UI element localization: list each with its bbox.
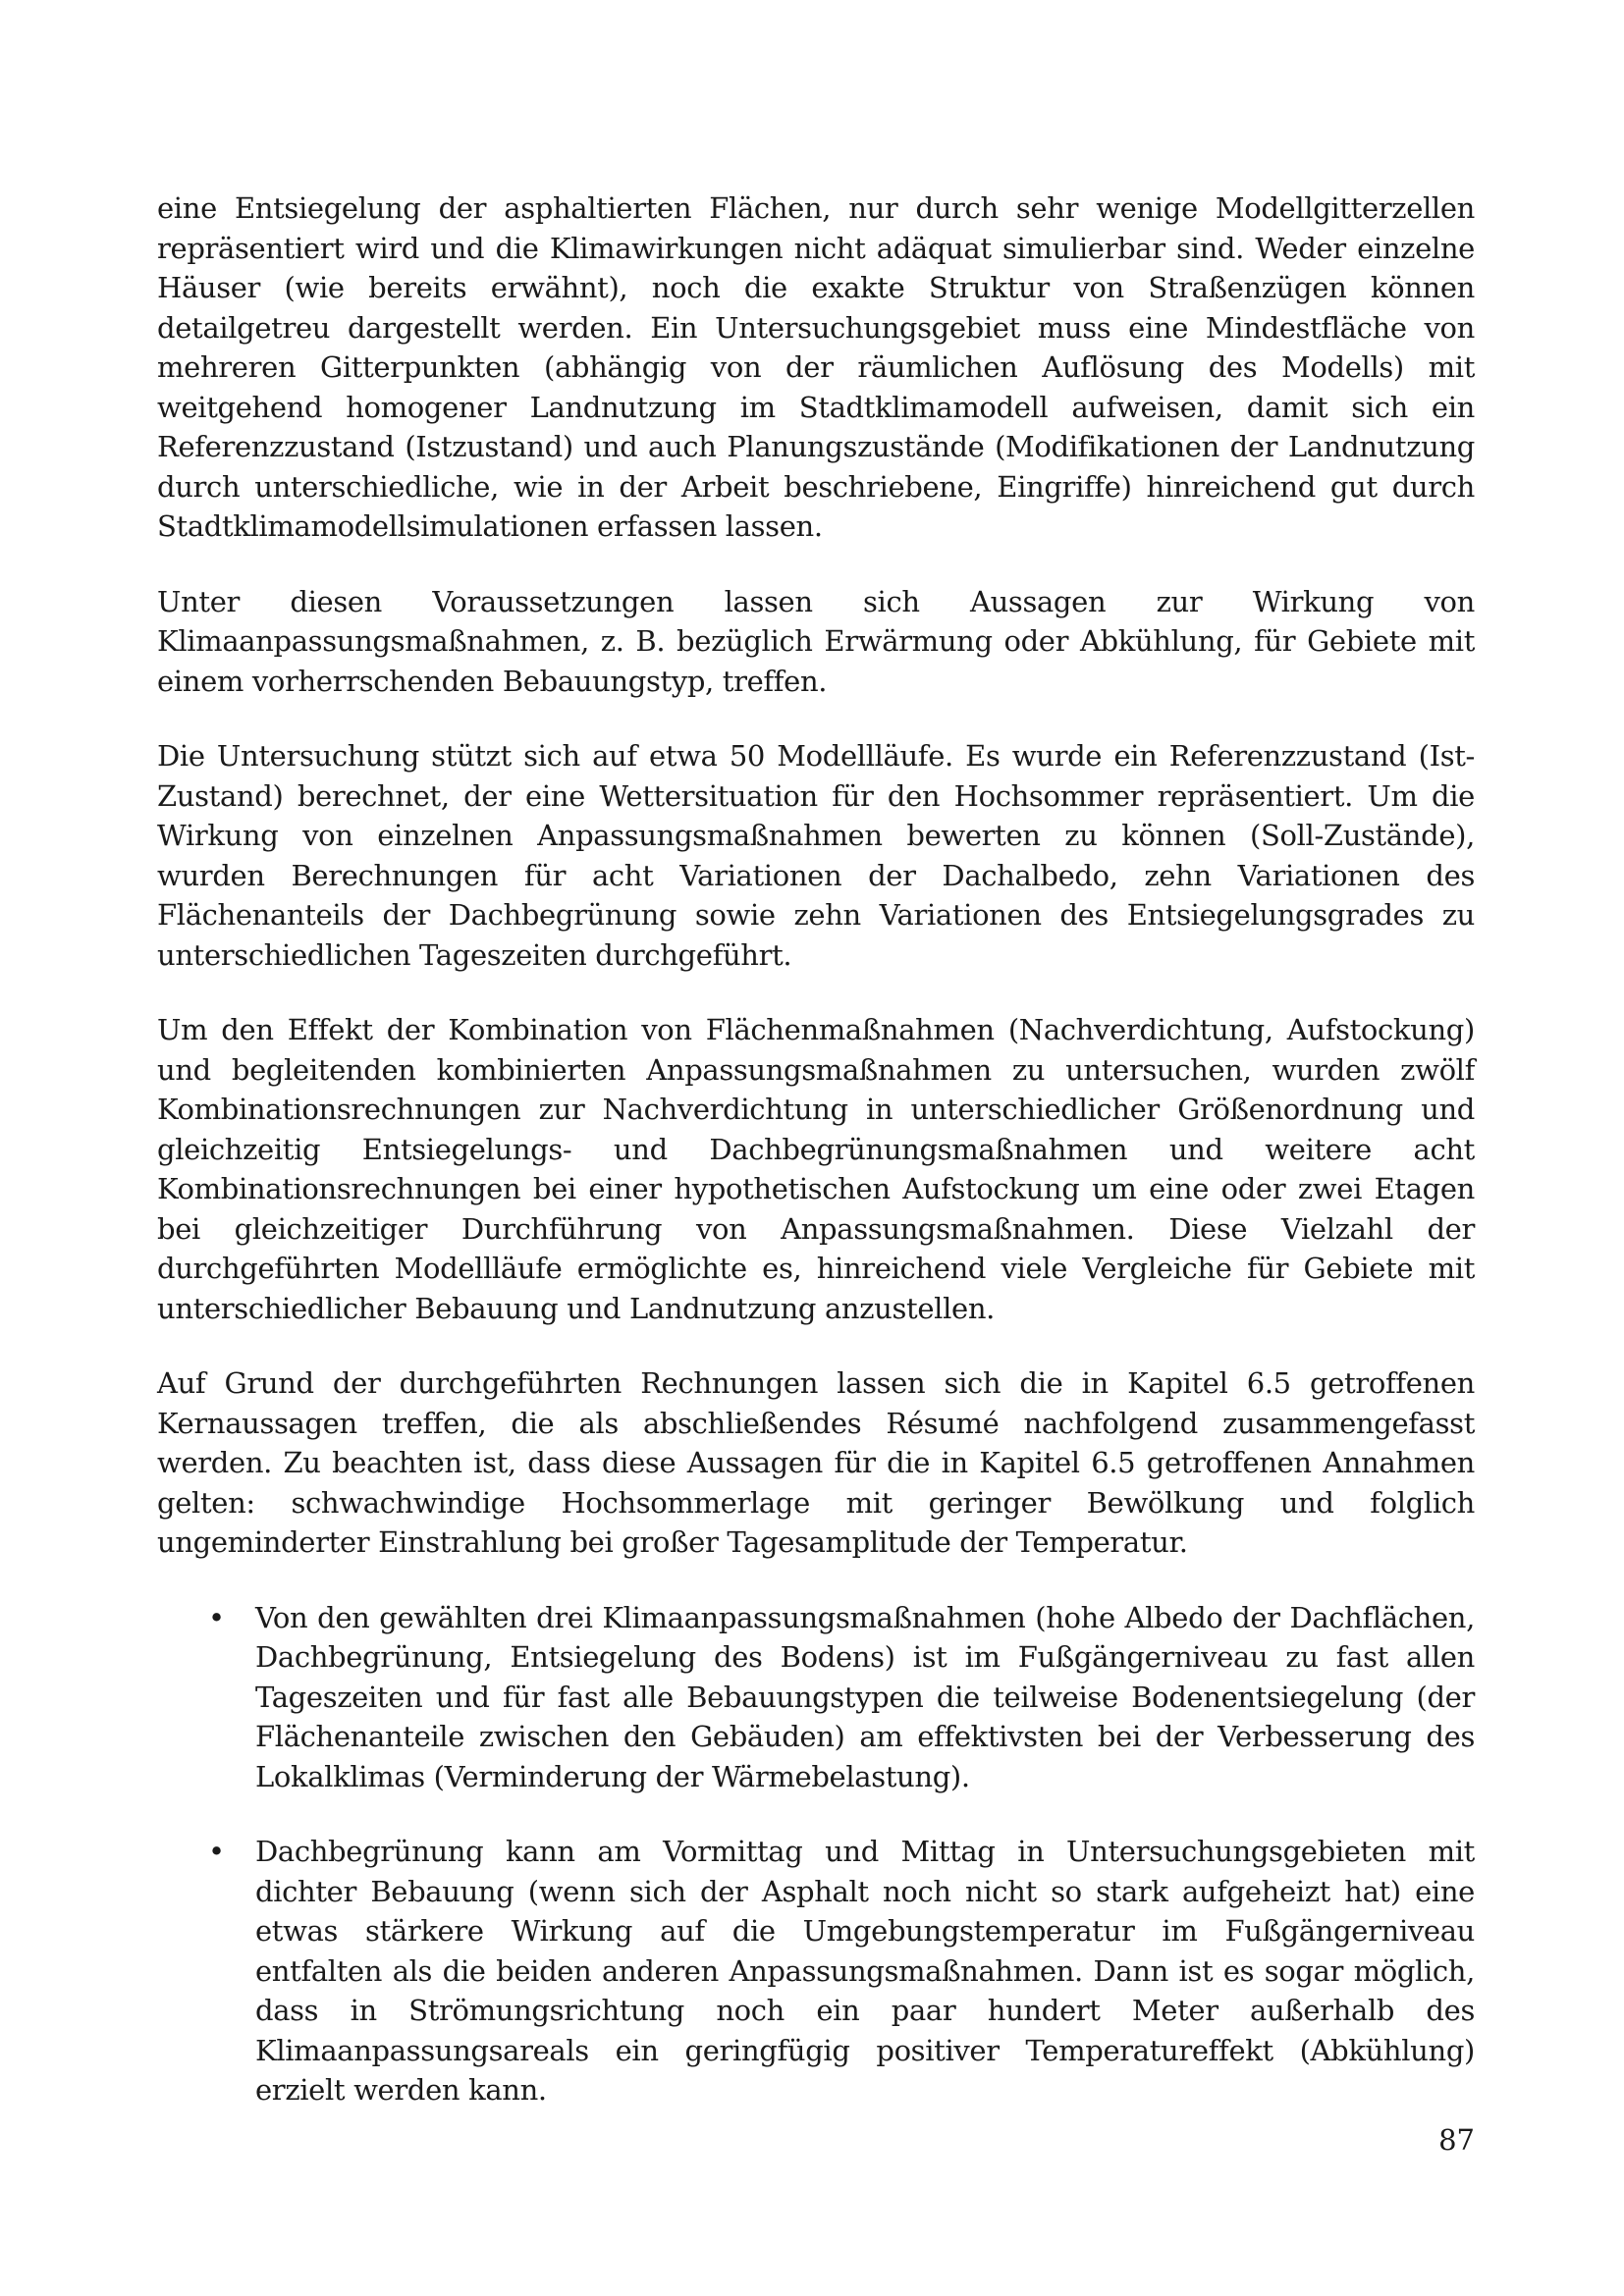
paragraph-4: Um den Effekt der Kombination von Flächenmaßnahmen (Nachverdichtung, Aufstockung) und begleitenden kombinierten Anpassungsmaßnahmen zu untersuchen, wurden zwölf Kombinationsrechnungen zur Nachverdichtung in unterschiedlicher Größenordnung und gleichzeitig Entsiegelungs- und Dachbegrünungsmaßnahmen und weitere acht Kombinationsrechnungen bei einer hypothetischen Aufstockung um eine oder zwei Etagen bei gleichzeitiger Durchführung von Anpassungsmaßnahmen. Diese Vielzahl der durchgeführten Modellläufe ermöglichte es, hinreichend viele Vergleiche für Gebiete mit unterschiedlicher Bebauung und Landnutzung anzustellen. xyxy=(157,1013,1475,1325)
paragraph-2: Unter diesen Voraussetzungen lassen sich Aussagen zur Wirkung von Klimaanpassungsmaßnahmen, z. B. bezüglich Erwärmung oder Abkühlung, für Gebiete mit einem vorherrschenden Bebauungstyp, treffen. xyxy=(157,584,1475,698)
paragraph-3: Die Untersuchung stützt sich auf etwa 50 Modellläufe. Es wurde ein Referenzzustand (Ist-Zustand) berechnet, der eine Wettersituation für den Hochsommer repräsentiert. Um die Wirkung von einzelnen Anpassungsmaßnahmen bewerten zu können (Soll-Zustände), wurden Berechnungen für acht Variationen der Dachalbedo, zehn Variationen des Flächenanteils der Dachbegrünung sowie zehn Variationen des Entsiegelungsgrades zu unterschiedlichen Tageszeiten durchgeführt. xyxy=(157,739,1475,972)
bullet-dot-icon: • xyxy=(208,1835,226,1868)
bullet-text-1: Von den gewählten drei Klimaanpassungsmaßnahmen (hohe Albedo der Dachflächen, Dachbegrünung, Entsiegelung des Bodens) ist im Fußgängerniveau zu fast allen Tageszeiten und für fast alle Bebauungstypen die teilweise Bodenentsiegelung (der Flächenanteile zwischen den Gebäuden) am effektivsten bei der Verbesserung des Lokalklimas (Verminderung der Wärmebelastung). xyxy=(255,1600,1475,1793)
bullet-list xyxy=(157,1598,1475,2110)
paragraph-5: Auf Grund der durchgeführten Rechnungen lassen sich die in Kapitel 6.5 getroffenen Kernaussagen treffen, die als abschließendes Résumé nachfolgend zusammengefasst werden. Zu beachten ist, dass diese Aussagen für die in Kapitel 6.5 getroffenen Annahmen gelten: schwachwindige Hochsommerlage mit geringer Bewölkung und folglich ungeminderter Einstrahlung bei großer Tagesamplitude der Temperatur. xyxy=(157,1366,1475,1559)
page-number: 87 xyxy=(1438,2123,1475,2157)
bullet-text-2: Dachbegrünung kann am Vormittag und Mittag in Untersuchungsgebieten mit dichter Bebauung (wenn sich der Asphalt noch nicht so stark aufgeheizt hat) eine etwas stärkere Wirkung auf die Umgebungstemperatur im Fußgängerniveau entfalten als die beiden anderen Anpassungsmaßnahmen. Dann ist es sogar möglich, dass in Strömungsrichtung noch ein paar hundert Meter außerhalb des Klimaanpassungsareals ein geringfügig positiver Temperatureffekt (Abkühlung) erzielt werden kann. xyxy=(255,1835,1475,2107)
bullet-dot-icon: • xyxy=(208,1600,226,1634)
bullet-item-1 xyxy=(157,1598,1475,1797)
bullet-item-2 xyxy=(157,1832,1475,2110)
paragraph-1: eine Entsiegelung der asphaltierten Flächen, nur durch sehr wenige Modellgitterzellen repräsentiert wird und die Klimawirkungen nicht adäquat simulierbar sind. Weder einzelne Häuser (wie bereits erwähnt), noch die exakte Struktur von Straßenzügen können detailgetreu dargestellt werden. Ein Untersuchungsgebiet muss eine Mindestfläche von mehreren Gitterpunkten (abhängig von der räumlichen Auflösung des Modells) mit weitgehend homogener Landnutzung im Stadtklimamodell aufweisen, damit sich ein Referenzzustand (Istzustand) und auch Planungszustände (Modifikationen der Landnutzung durch unterschiedliche, wie in der Arbeit beschriebene, Eingriffe) hinreichend gut durch Stadtklimamodellsimulationen erfassen lassen. xyxy=(157,191,1475,543)
body-text xyxy=(157,188,1475,2146)
